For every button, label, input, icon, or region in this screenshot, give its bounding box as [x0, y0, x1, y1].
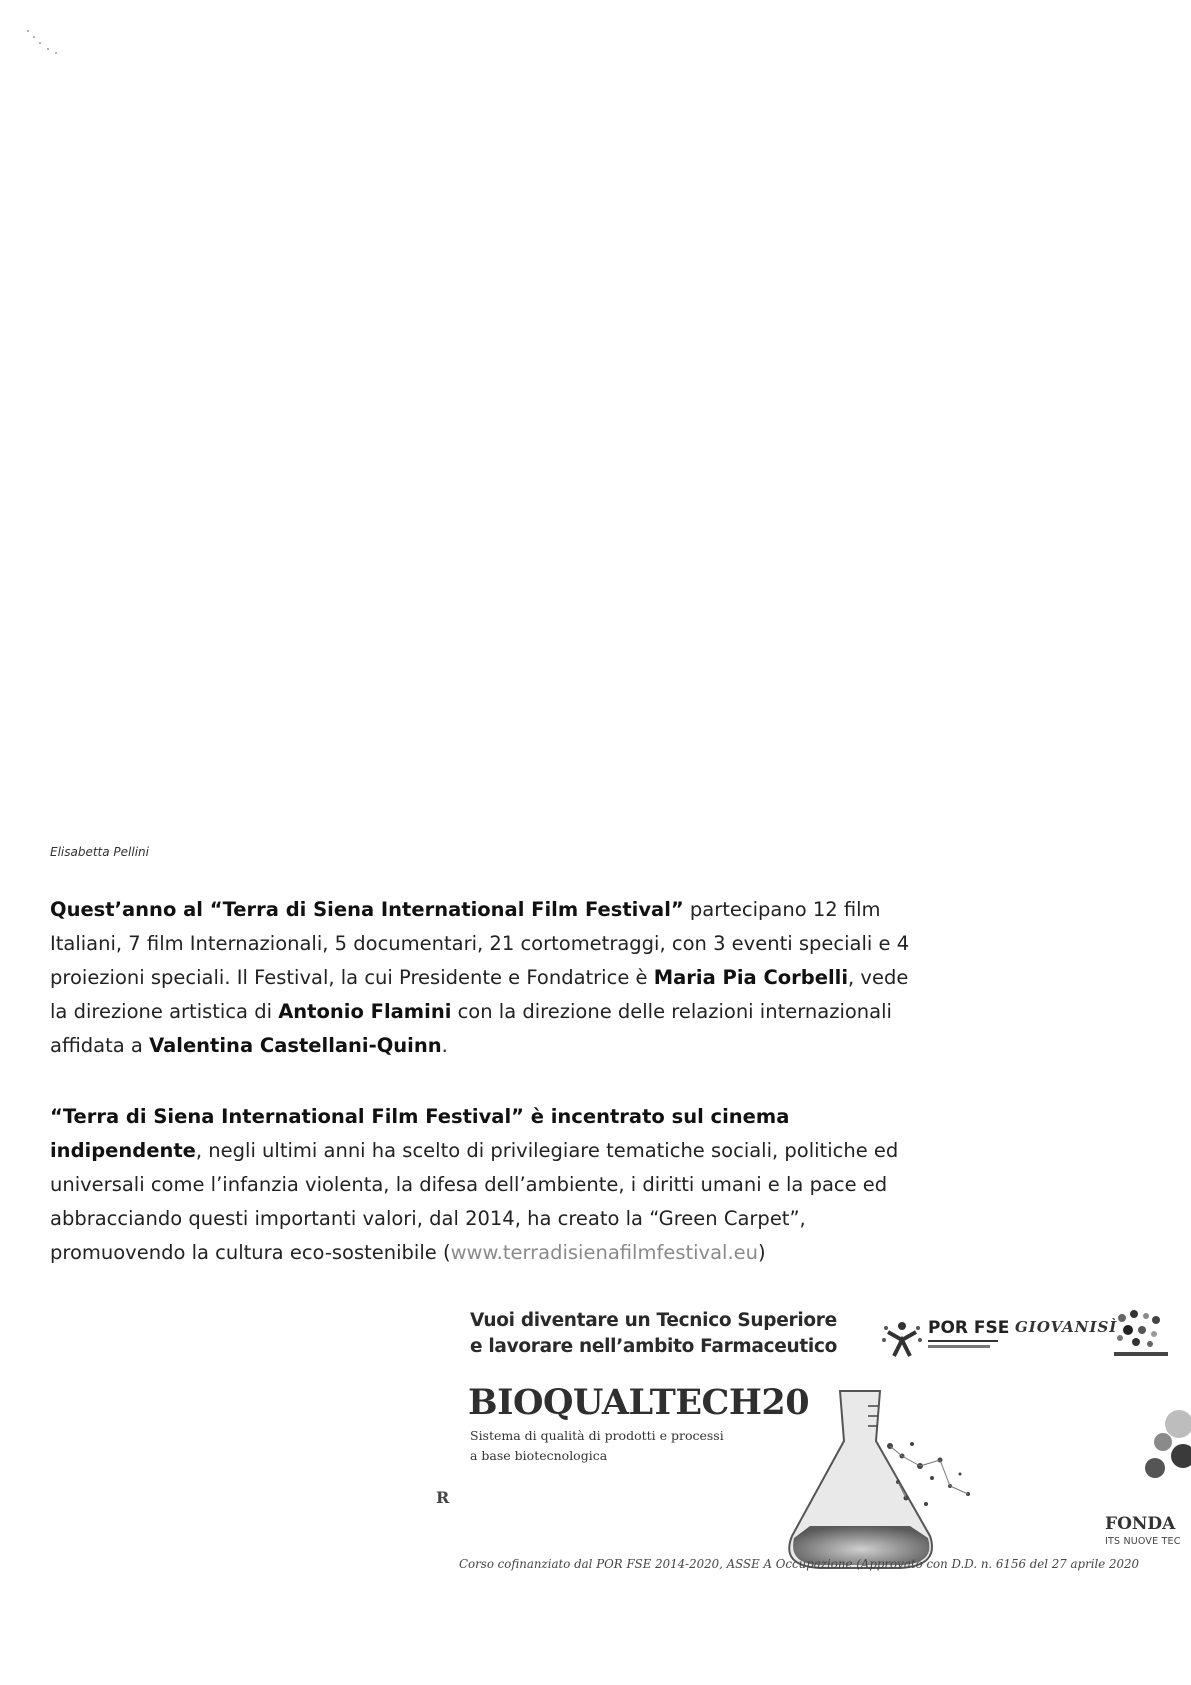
text: , negli ultimi anni ha scelto di privilegiare tematiche sociali, politiche ed universali come l’infanzia violenta, la difesa dell’ambiente, i diritti umani e la pace ed abbracciando questi importanti valori, dal 2014, ha creato la “Green Carpet”, promuovendo la cultura eco-sostenibile ( [50, 1139, 899, 1264]
ad-headline-line-2: e lavorare nell’ambito Farmaceutico [470, 1336, 838, 1357]
advertisement-banner[interactable] [436, 1296, 1191, 1581]
ad-subtitle-line-1: Sistema di qualità di prodotti e processi [470, 1428, 724, 1443]
paragraph-1 [50, 893, 930, 1063]
por-fse-logo-text: POR FSE [928, 1318, 1010, 1338]
cut-off-letter: R [436, 1488, 450, 1507]
ad-course-title: BIOQUALTECH20 [468, 1382, 810, 1423]
festival-website-link[interactable]: www.terradisienafilmfestival.eu [450, 1241, 759, 1264]
bold-president-name: Maria Pia Corbelli [653, 966, 849, 989]
flask-illustration [780, 1386, 980, 1571]
ad-footer-note: Corso cofinanziato dal POR FSE 2014-2020, ASSE A Occupazione (Approvato con D.D. n. 6156 del 27 aprile 2020 [459, 1557, 1140, 1571]
ad-headline [470, 1308, 837, 1360]
ad-headline-line-1: Vuoi diventare un Tecnico Superiore [470, 1310, 837, 1331]
text: , vede la direzione artistica di [50, 966, 909, 1023]
fondazione-logo-text: FONDA [1105, 1514, 1176, 1534]
logo-rule [928, 1345, 990, 1348]
por-fse-icon [880, 1316, 924, 1358]
ad-subtitle-line-2: a base biotecnologica [470, 1448, 608, 1463]
fondazione-circles-logo [1125, 1406, 1191, 1486]
text: . [441, 1034, 448, 1057]
bold-director-name: Antonio Flamini [278, 1000, 452, 1023]
bold-festival-name: Quest’anno al “Terra di Siena International Film Festival” [50, 898, 684, 921]
scan-specks [25, 28, 65, 58]
paragraph-2 [50, 1100, 930, 1270]
bold-relations-name: Valentina Castellani-Quinn [149, 1034, 442, 1057]
text: con la direzione delle relazioni internazionali affidata a [50, 1000, 892, 1057]
logo-rule [928, 1340, 998, 1342]
por-fse-logo [880, 1316, 1010, 1358]
fondazione-logo-subtext: ITS NUOVE TEC [1105, 1536, 1181, 1547]
author-name: Elisabetta Pellini [50, 845, 149, 859]
text: ) [758, 1241, 766, 1264]
giovanisi-logo: GIOVANISÌ [1015, 1318, 1118, 1336]
text: partecipano 12 film Italiani, 7 film Internazionali, 5 documentari, 21 cortometraggi, con 3 eventi speciali e 4 proiezioni speciali. Il Festival, la cui Presidente e Fondatrice è [50, 898, 910, 989]
ad-course-subtitle [470, 1426, 724, 1466]
fondazione-dots-logo [1110, 1306, 1170, 1358]
bold-festival-focus: “Terra di Siena International Film Festival” è incentrato sul cinema indipendente [50, 1105, 790, 1162]
